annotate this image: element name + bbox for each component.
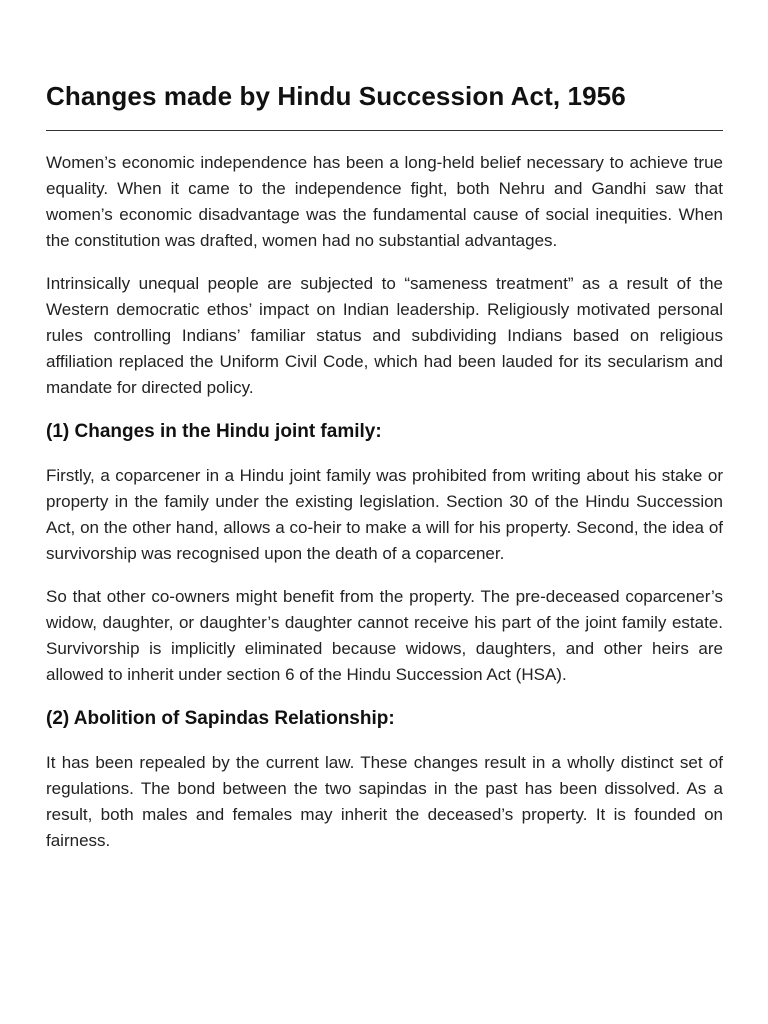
section-paragraph: Firstly, a coparcener in a Hindu joint family was prohibited from writing about his stake or property in the family under the existing legislation. Section 30 of the Hindu Succession Act, on the other hand, allows a co-heir to make a will for his property. Second, the idea of survivorship was recognised upon the death of a coparcener. bbox=[46, 466, 723, 563]
intro-paragraph: Women’s economic independence has been a long-held belief necessary to achieve true equality. When it came to the independence fight, both Nehru and Gandhi saw that women’s economic disadvantage was the fundamental cause of social inequities. When the constitution was drafted, women had no substantial advantages. bbox=[46, 153, 723, 250]
section-paragraph: It has been repealed by the current law. These changes result in a wholly distinct set of regulations. The bond between the two sapindas in the past has been dissolved. As a result, both males and females may inherit the deceased’s property. It is founded on fairness. bbox=[46, 753, 723, 850]
section-paragraph: So that other co-owners might benefit from the property. The pre-deceased coparcener’s widow, daughter, or daughter’s daughter cannot receive his part of the joint family estate. Survivorship is implicitly eliminated because widows, daughters, and other heirs are allowed to inherit under section 6 of the Hindu Succession Act (HSA). bbox=[46, 587, 723, 684]
section-heading-hindu-joint-family: (1) Changes in the Hindu joint family: bbox=[46, 421, 382, 442]
intro-paragraph: Intrinsically unequal people are subjected to “sameness treatment” as a result of the Western democratic ethos’ impact on Indian leadership. Religiously motivated personal rules controlling Indians’ familiar status and subdividing Indians based on religious affiliation replaced the Uniform Civil Code, which had been lauded for its secularism and mandate for directed policy. bbox=[46, 274, 723, 397]
title-divider bbox=[46, 130, 723, 131]
section-heading-sapindas-relationship: (2) Abolition of Sapindas Relationship: bbox=[46, 708, 395, 729]
page-title: Changes made by Hindu Succession Act, 1956 bbox=[46, 81, 626, 111]
